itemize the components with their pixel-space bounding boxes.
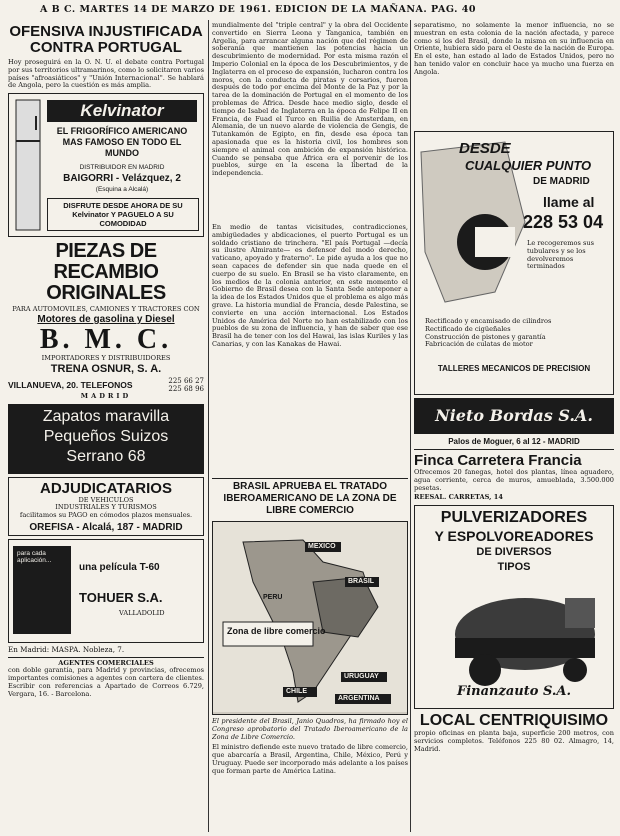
finca-body: Ofrecemos 20 fanegas, hotel dos plantas, línea aguadero, agua corriente, cerca de muros, amueblada, 3.500.000 pesetas. [414, 468, 614, 492]
zapatos-line-2: Pequeños Suizos [43, 427, 169, 445]
local-title: LOCAL CENTRIQUISIMO [419, 712, 609, 730]
brasil-title: BRASIL APRUEBA EL TRATADO IBEROAMERICANO DE LA ZONA DE LIBRE COMERCIO [223, 481, 397, 516]
orefisa: OREFISA - Alcalá, 187 - MADRID [29, 521, 183, 533]
pulv-line-4: TIPOS [497, 561, 531, 574]
phone-number: 228 53 04 [523, 212, 604, 232]
pulverizadores-ad [414, 505, 614, 709]
bmc-address: VILLANUEVA, 20. TELEFONOS [8, 379, 133, 390]
desde-1: DESDE [459, 140, 511, 157]
pulv-line-1: PULVERIZADORES [440, 509, 588, 527]
tohuer-tagline: para cada aplicación... [17, 549, 52, 564]
kelvinator-address: BAIGORRI - Velázquez, 2 [63, 173, 181, 185]
pulv-line-3: DE DIVERSOS [476, 546, 552, 559]
services-list [425, 318, 605, 349]
adj-body: facilitamos su PAGO en cómodos plazos mensuales. [19, 511, 193, 520]
tohuer-product: una película T-60 [79, 561, 160, 573]
divider [8, 657, 204, 658]
llame-label: llame al [543, 194, 595, 210]
bmc-phone-2: 225 68 96 [168, 384, 204, 393]
finca-ref: REESAL. CARRETAS, 14 [414, 493, 503, 502]
adj-sub-2: INDUSTRIALES Y TURISMOS [55, 503, 157, 512]
south-america-map [213, 522, 407, 712]
talleres-brand: Nieto Bordas S.A. [414, 398, 614, 434]
talleres-address: Palos de Moguer, 6 al 12 - MADRID [448, 437, 580, 446]
talleres-title: TALLERES MECANICOS DE PRECISION [437, 364, 591, 373]
kelvinator-ad [8, 93, 204, 237]
tohuer-city: VALLADOLID [119, 608, 165, 617]
article-bottom-body: El ministro defiende este nuevo tratado de libre comercio, que abarcaría a Brasil, Argentina, Chile, México, Perú y Uruguay. Puede ser incorporado más adelante a los países que forman parte de América Latina. [212, 743, 408, 775]
agentes-title: AGENTES COMERCIALES [58, 658, 154, 667]
piezas-motores: Motores de gasolina y Diesel [37, 313, 175, 325]
kelvinator-dist: DISTRIBUIDOR EN MADRID [79, 164, 165, 172]
divider [414, 449, 614, 450]
bmc-contact [8, 377, 204, 393]
madrid-address: En Madrid: MASPA. Nobleza, 7. [8, 644, 125, 654]
divider [212, 478, 408, 479]
article-right-body: separatismo, no solamente la menor influencia, no se muestran en esta colonia de la nación afectada, y parece como si los del Brasil, donde la misma en su influencia en Oriente, hubiera sido para el Oeste de la nación de Europa. En el este, han estado al lado de Estados Unidos, pero no han tenido valor en concluir hace ya mucho una fuerza en Angola. [414, 22, 614, 76]
page-header: A B C. MARTES 14 DE MARZO DE 1961. EDICION DE LA MAÑANA. PAG. 40 [40, 4, 476, 15]
kelvinator-footer: DISFRUTE DESDE AHORA DE SU Kelvinator Y PAGUELO A SU COMODIDAD [47, 198, 199, 231]
finca-title: Finca Carretera Francia [414, 452, 582, 469]
desde-2: CUALQUIER PUNTO [465, 158, 592, 173]
agentes-body: con doble garantía, para Madrid y provincias, ofrecemos importantes comisiones a agentes con cartera de clientes. Escribir con referencias a Apartado de Correos 6.729, Vergara, 16. - Barcelona. [8, 666, 204, 698]
fridge-icon [13, 96, 43, 236]
map-label-zona: Zona de libre comercio [227, 626, 326, 636]
bmc-phone-1: 225 66 27 [168, 376, 204, 385]
bmc-logo: B. M. C. [39, 323, 173, 355]
adjudicatarios-ad [8, 477, 204, 536]
zapatos-line-3: Serrano 68 [66, 447, 146, 465]
bmc-phones [168, 377, 204, 393]
service-item: Construcción de pistones y garantía [425, 332, 546, 341]
piezas-subtitle: PARA AUTOMOVILES, CAMIONES Y TRACTORES CON [12, 305, 200, 314]
map-label-peru: PERU [263, 594, 283, 601]
map-label-brasil: BRASIL [348, 578, 375, 585]
bmc-city: MADRID [80, 391, 132, 400]
article-top-body: mundialmente del "triple central" y la obra del Occidente convertido en Sierra Leona y Tanganica, también en Argelia, para arrancar alguna nación que del régimen de soberanía que mantienen las potencias hacia un descubrimiento de modernidad. Por esta misma razón el Imperio Colonial en la época de los Descubrimientos, y de Inglaterra en el proceso de expansión, lucharon contra los moros, con la conducta de piratas y corsarios, fueron después de todo por encima del Monte de la Paz y por la tarea de la dominación de Portugal en el momento de los problemas de África. Desde hace medio siglo, desde el tiempo de Isabel de Inglaterra en la época de Felipe II en Francia, de Fuad el Turco en Ruilia de Amsterdam, en Alemania, de un nuevo alarde de violencia de Gengis, de Tutankamón de Egipto, en fin, desde esa época tan apasionada que es la historia civil, los hombres son siempre el animal con ambición de expansión histórica. Cuando se pensaba que África era el porvenir de los pueblos, surge en la escena la libertad de la independencia. [212, 22, 408, 178]
column-right [414, 20, 614, 754]
rectificado-ad [414, 131, 614, 395]
recoger-text: Le recogeremos sus tubulares y se los devolveremos terminados [527, 239, 594, 271]
article-mid-body: En medio de tantas vicisitudes, contradicciones, ambigüedades y abdicaciones, el puerto Portugal es un soldado cristiano de trinchera. "El país Portugal —decía su ilustre Almirante— es defensor del modo derecho, vaticano, apoyado y fraterno". Le pide ayuda a los que no sean capaces de defender sin que nada quede en el cuerpo de su suelo. En Brasil se ha visto claramente, en los medios de la colonia anterior, en este momento el Gobierno de Brasil desea con la Santa Sede anteponer a la idea de los Estados Unidos que el problema es algo más grave. La historia mundial de Francia, desde Palestina, se convierte en una acción internacional. Los Estados Unidos de América del Norte no han estabilizado con los pueblos de su zona de influencia, y han de saber que ese Brasil ha de tener con los del Hawai, las islas Kuriles y las Canarias, y con las Kanakas de Hawai. [212, 224, 408, 348]
map-label-mexico: MEXICO [308, 543, 336, 550]
service-item: Rectificado y encamisado de cilindros [425, 317, 552, 325]
ofensiva-title: OFENSIVA INJUSTIFICADA CONTRA PORTUGAL [9, 23, 203, 56]
pulv-brand: Finanzauto S.A. [456, 684, 572, 700]
piezas-title: PIEZAS DE RECAMBIO ORIGINALES [46, 240, 166, 305]
column-rule [208, 20, 209, 832]
ofensiva-body: Hoy proseguirá en la O. N. U. el debate contra Portugal por sus territorios ultramarinos, como lo solicitaron varios países "afroasiáticos" y "Unión Internacional". Se hablará de Angola, pero la cuestión es más amplia. [8, 58, 204, 90]
trade-zone-map [212, 521, 408, 715]
bmc-importers: IMPORTADORES Y DISTRIBUIDORES [41, 353, 171, 362]
kelvinator-address-2: (Esquina a Alcalá) [95, 186, 149, 194]
map-label-chile: CHILE [286, 688, 307, 695]
kelvinator-brand: Kelvinator [47, 100, 197, 122]
adj-title: ADJUDICATARIOS [40, 479, 172, 497]
adj-sub-1: DE VEHICULOS [78, 495, 134, 504]
column-middle [212, 20, 408, 776]
map-caption: El presidente del Brasil, Janio Quadros, ha firmado hoy el Congreso aprobatorio del Tratado Iberoamericano de la Zona de Libre Comercio. [212, 717, 408, 741]
desde-3: DE MADRID [533, 176, 590, 187]
tohuer-ad [8, 539, 204, 643]
zapatos-ad [8, 404, 204, 474]
local-body: propio oficinas en planta baja, superficie 200 metros, con servicios completos. Teléfonos 225 80 02. Almagro, 14, Madrid. [414, 729, 614, 753]
zapatos-line-1: Zapatos maravilla [42, 407, 170, 425]
column-rule [410, 20, 411, 832]
kelvinator-slogan: EL FRIGORÍFICO AMERICANO MAS FAMOSO EN TODO EL MUNDO [56, 126, 188, 159]
tohuer-company: TOHUER S.A. [79, 589, 163, 605]
pulv-line-2: Y ESPOLVOREADORES [434, 528, 594, 545]
map-label-uruguay: URUGUAY [344, 673, 379, 680]
bmc-company: TRENA OSNUR, S. A. [50, 362, 162, 375]
map-label-argentina: ARGENTINA [338, 695, 380, 702]
sprayer-machine-illustration [415, 578, 613, 698]
service-item: Fabricación de culatas de motor [425, 340, 533, 349]
service-item: Rectificado de cigüeñales [425, 324, 511, 333]
column-left [8, 20, 204, 699]
